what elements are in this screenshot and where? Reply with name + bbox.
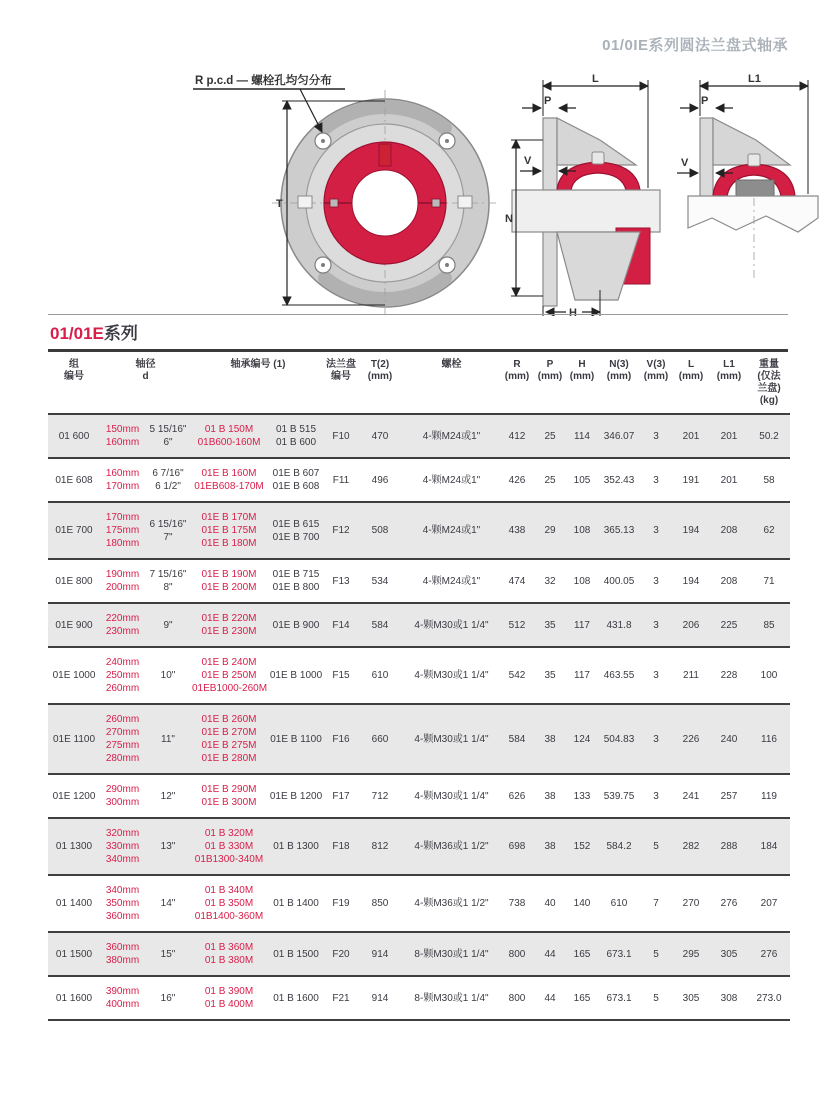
cell-d_mm: 390mm 400mm — [105, 986, 140, 1010]
cell-n: 346.07 — [603, 430, 635, 442]
cell-t: 470 — [371, 430, 389, 442]
header-row — [48, 352, 790, 414]
cell-t: 584 — [371, 619, 389, 631]
cell-brg_in: 01E B 900 — [272, 619, 320, 631]
cell-n: 400.05 — [603, 575, 635, 587]
cell-flange: F21 — [332, 992, 350, 1004]
front-view-figure — [193, 73, 498, 316]
cell-flange: F14 — [332, 619, 350, 631]
cell-brg_in: 01E B 715 01E B 800 — [272, 569, 320, 593]
cell-h: 114 — [574, 430, 590, 442]
table-row — [48, 704, 790, 774]
cell-wt: 62 — [763, 525, 775, 536]
column-header: T(2) (mm) — [367, 359, 393, 382]
cell-group: 01 1500 — [55, 948, 93, 960]
cell-d_in: 11" — [161, 733, 175, 745]
cell-flange: F15 — [332, 670, 350, 681]
cell-brg_in: 01 B 515 01 B 600 — [275, 424, 317, 448]
cell-v: 5 — [653, 992, 659, 1004]
pcd-label: R p.c.d — 螺栓孔均匀分布 — [195, 75, 332, 87]
cell-flange: F20 — [332, 948, 350, 960]
cell-h: 165 — [573, 992, 591, 1004]
cell-r: 738 — [508, 898, 526, 909]
cell-brg_in: 01 B 1400 — [273, 898, 319, 909]
cell-l: 295 — [682, 948, 700, 960]
cell-r: 584 — [508, 733, 526, 745]
cell-p: 40 — [544, 898, 556, 909]
cell-d_mm: 160mm 170mm — [105, 468, 140, 492]
cell-h: 108 — [573, 575, 591, 587]
cell-d_mm: 240mm 250mm 260mm — [105, 657, 140, 694]
cell-r: 800 — [508, 948, 526, 960]
cell-t: 534 — [371, 575, 389, 587]
section-title — [48, 315, 788, 352]
side-view-2-figure — [677, 73, 818, 278]
cell-p: 25 — [544, 430, 556, 442]
cell-wt: 71 — [763, 575, 775, 587]
cell-l1: 201 — [720, 474, 738, 486]
column-header: 轴径 d — [135, 359, 156, 382]
cell-l: 305 — [682, 992, 700, 1004]
cell-d_mm: 170mm 175mm 180mm — [105, 512, 140, 549]
cell-wt: 100 — [760, 670, 778, 681]
cell-bolt: 4-颗M24或1" — [422, 474, 481, 486]
cell-v: 7 — [653, 898, 659, 909]
series-section — [48, 314, 788, 352]
cell-n: 463.55 — [603, 670, 635, 681]
cell-bolt: 4-颗M24或1" — [422, 575, 481, 587]
cell-brg_in: 01 B 1300 — [273, 841, 319, 852]
cell-bolt: 4-颗M24或1" — [422, 525, 481, 536]
cell-brg_m: 01E B 220M 01E B 230M — [201, 613, 257, 637]
cell-l1: 228 — [720, 670, 738, 681]
cell-p: 35 — [544, 619, 556, 631]
cell-l: 270 — [682, 898, 700, 909]
cell-brg_m: 01E B 170M 01E B 175M 01E B 180M — [201, 512, 257, 549]
dim-label-P2: P — [701, 95, 709, 107]
cell-p: 32 — [544, 575, 556, 587]
table-row — [48, 932, 790, 976]
cell-bolt: 8-颗M30或1 1/4" — [414, 948, 489, 960]
cell-wt: 273.0 — [756, 992, 782, 1004]
cell-p: 38 — [544, 790, 556, 802]
spec-table-wrap — [48, 352, 788, 1021]
cell-n: 673.1 — [606, 948, 632, 960]
cell-bolt: 4-颗M30或1 1/4" — [414, 733, 489, 745]
cell-wt: 58 — [763, 474, 775, 486]
cell-brg_m: 01 B 150M 01B600-160M — [197, 424, 261, 448]
dim-label-V: V — [524, 155, 532, 167]
cell-r: 512 — [508, 619, 526, 631]
cell-brg_in: 01E B 1100 — [270, 733, 322, 745]
cell-h: 140 — [573, 898, 591, 909]
cell-v: 3 — [653, 790, 659, 802]
cell-bolt: 4-颗M30或1 1/4" — [414, 619, 489, 631]
column-header: V(3) (mm) — [643, 359, 669, 382]
dim-label-N: N — [505, 213, 513, 225]
section-title-black: 系列 — [103, 324, 138, 343]
cell-d_in: 7 15/16" 8" — [149, 569, 187, 593]
dim-label-P: P — [544, 95, 552, 107]
cell-t: 850 — [371, 898, 389, 909]
cell-brg_in: 01E B 1000 — [269, 670, 323, 681]
cell-t: 610 — [371, 670, 389, 681]
cell-brg_m: 01 B 360M 01 B 380M — [204, 942, 254, 966]
cell-brg_m: 01E B 260M 01E B 270M 01E B 275M 01E B 280M — [201, 714, 257, 764]
side-view-figure — [505, 73, 660, 316]
cell-t: 660 — [371, 733, 389, 745]
cell-p: 44 — [544, 992, 556, 1004]
cell-brg_m: 01 B 340M 01 B 350M 01B1400-360M — [194, 885, 264, 922]
cell-wt: 85 — [763, 619, 775, 631]
cell-l: 282 — [682, 841, 700, 852]
cell-n: 610 — [610, 898, 628, 909]
cell-l1: 225 — [720, 619, 738, 631]
cell-bolt: 4-颗M36或1 1/2" — [414, 841, 489, 852]
cell-wt: 276 — [760, 948, 778, 960]
cell-l: 241 — [682, 790, 700, 802]
cell-d_in: 10" — [160, 670, 176, 681]
cell-v: 3 — [653, 525, 659, 536]
cell-r: 426 — [508, 474, 526, 486]
dim-label-L1: L1 — [748, 73, 761, 85]
cell-h: 105 — [573, 474, 591, 486]
cell-v: 3 — [653, 619, 659, 631]
cell-flange: F19 — [332, 898, 350, 909]
table-row — [48, 559, 790, 603]
cell-p: 38 — [544, 733, 556, 745]
cell-r: 438 — [508, 525, 526, 536]
cell-r: 474 — [508, 575, 526, 587]
cell-t: 508 — [371, 525, 389, 536]
cell-bolt: 4-颗M36或1 1/2" — [414, 898, 489, 909]
cell-h: 117 — [574, 619, 590, 631]
column-header: 重量 (仅法 兰盘)(kg) — [757, 359, 781, 406]
cell-n: 431.8 — [606, 619, 632, 631]
cell-brg_in: 01E B 607 01E B 608 — [272, 468, 320, 492]
cell-flange: F16 — [332, 733, 350, 745]
column-header: R (mm) — [504, 359, 530, 382]
cell-v: 3 — [653, 575, 659, 587]
cell-group: 01E 1100 — [52, 733, 96, 745]
cell-d_in: 16" — [160, 992, 176, 1004]
cell-d_in: 6 7/16" 6 1/2" — [152, 468, 184, 492]
cell-flange: F18 — [332, 841, 350, 852]
table-row — [48, 414, 790, 458]
cell-d_mm: 360mm 380mm — [105, 942, 140, 966]
dim-label-T: T — [276, 198, 283, 210]
cell-v: 5 — [653, 841, 659, 852]
cell-l1: 276 — [720, 898, 738, 909]
cell-h: 108 — [573, 525, 591, 536]
column-header: H (mm) — [569, 359, 595, 382]
cell-h: 165 — [573, 948, 591, 960]
cell-d_in: 5 15/16" 6" — [149, 424, 187, 448]
cell-v: 3 — [653, 670, 659, 681]
cell-brg_m: 01E B 190M 01E B 200M — [201, 569, 257, 593]
cell-t: 496 — [371, 474, 389, 486]
cell-group: 01E 900 — [55, 619, 93, 631]
cell-p: 38 — [544, 841, 556, 852]
cell-l1: 305 — [720, 948, 738, 960]
cell-d_mm: 220mm 230mm — [105, 613, 140, 637]
table-row — [48, 502, 790, 559]
cell-group: 01E 1000 — [52, 670, 96, 681]
cell-v: 3 — [653, 474, 659, 486]
cell-n: 365.13 — [603, 525, 635, 536]
cell-flange: F17 — [332, 790, 350, 802]
technical-drawings — [0, 68, 830, 316]
cell-r: 542 — [508, 670, 526, 681]
cell-l1: 240 — [720, 733, 738, 745]
cell-d_mm: 260mm 270mm 275mm 280mm — [105, 714, 140, 764]
section-title-red: 01/01E — [50, 324, 104, 343]
cell-n: 352.43 — [603, 474, 635, 486]
cell-flange: F11 — [332, 474, 350, 486]
cell-l: 201 — [682, 430, 700, 442]
table-row — [48, 976, 790, 1020]
column-header: 法兰盘 编号 — [326, 359, 356, 382]
cell-group: 01E 1200 — [52, 790, 96, 802]
cell-v: 5 — [653, 948, 659, 960]
dim-P — [522, 95, 576, 108]
cell-l: 211 — [683, 670, 699, 681]
cell-brg_m: 01E B 160M 01EB608-170M — [194, 468, 264, 492]
cell-wt: 207 — [760, 898, 778, 909]
column-header: L1 (mm) — [716, 359, 742, 382]
cell-r: 800 — [508, 992, 526, 1004]
cell-brg_m: 01 B 390M 01 B 400M — [204, 986, 254, 1010]
dim-label-V2: V — [681, 157, 689, 169]
cell-bolt: 4-颗M30或1 1/4" — [414, 790, 489, 802]
cell-bolt: 4-颗M30或1 1/4" — [414, 670, 489, 681]
cell-flange: F13 — [332, 575, 350, 587]
cell-brg_m: 01 B 320M 01 B 330M 01B1300-340M — [194, 828, 264, 865]
cell-brg_in: 01 B 1500 — [273, 948, 319, 960]
table-row — [48, 647, 790, 704]
cell-d_mm: 320mm 330mm 340mm — [105, 828, 140, 865]
dim-label-L: L — [592, 73, 599, 85]
table-row — [48, 458, 790, 502]
cell-v: 3 — [653, 430, 659, 442]
column-header: 轴承编号 (1) — [230, 359, 286, 370]
cell-d_mm: 340mm 350mm 360mm — [105, 885, 140, 922]
cell-d_mm: 150mm 160mm — [105, 424, 140, 448]
cell-p: 25 — [544, 474, 556, 486]
cell-bolt: 4-颗M24或1" — [422, 430, 481, 442]
cell-d_in: 12" — [160, 790, 176, 802]
cell-wt: 184 — [760, 841, 778, 852]
cell-v: 3 — [653, 733, 659, 745]
cell-l1: 257 — [720, 790, 738, 802]
column-header: P (mm) — [537, 359, 563, 382]
cell-flange: F12 — [332, 525, 350, 536]
cell-l: 226 — [682, 733, 700, 745]
cell-group: 01E 608 — [55, 474, 93, 486]
cell-h: 152 — [573, 841, 591, 852]
cell-l: 194 — [682, 575, 700, 587]
cell-r: 698 — [508, 841, 526, 852]
cell-group: 01 1300 — [55, 841, 93, 852]
cell-brg_in: 01E B 1200 — [269, 790, 323, 802]
cell-l1: 201 — [720, 430, 738, 442]
dim-P2 — [680, 95, 733, 108]
cell-l1: 308 — [720, 992, 738, 1004]
cell-h: 117 — [574, 670, 590, 681]
cell-brg_in: 01E B 615 01E B 700 — [272, 518, 320, 543]
cell-n: 584.2 — [606, 841, 632, 852]
cell-d_mm: 190mm 200mm — [105, 569, 140, 593]
column-header: 螺栓 — [441, 359, 462, 370]
cell-p: 35 — [544, 670, 556, 681]
cell-r: 626 — [508, 790, 526, 802]
cell-h: 124 — [573, 733, 591, 745]
cell-group: 01 1600 — [55, 992, 93, 1004]
column-header: N(3) (mm) — [606, 359, 632, 382]
cell-wt: 50.2 — [759, 430, 779, 442]
cell-wt: 116 — [761, 733, 777, 745]
cell-brg_in: 01 B 1600 — [273, 992, 319, 1004]
dim-label-H: H — [569, 307, 577, 316]
table-row — [48, 603, 790, 647]
cell-l1: 288 — [720, 841, 738, 852]
table-row — [48, 818, 790, 875]
cell-n: 539.75 — [603, 790, 635, 802]
cell-n: 504.83 — [603, 733, 635, 745]
cell-brg_m: 01E B 240M 01E B 250M 01EB1000-260M — [192, 657, 268, 694]
cell-d_in: 9" — [163, 619, 173, 631]
cell-p: 44 — [544, 948, 556, 960]
cell-brg_m: 01E B 290M 01E B 300M — [201, 784, 257, 808]
cell-t: 914 — [371, 948, 389, 960]
spec-table — [48, 352, 790, 1021]
cell-d_in: 13" — [160, 841, 176, 852]
cell-group: 01E 700 — [55, 525, 93, 536]
cell-l: 194 — [682, 525, 700, 536]
cell-l: 206 — [682, 619, 700, 631]
cell-d_in: 6 15/16" 7" — [149, 518, 187, 543]
cell-h: 133 — [573, 790, 591, 802]
page-title: 01/0IE系列圆法兰盘式轴承 — [602, 37, 788, 54]
cell-l1: 208 — [720, 575, 738, 587]
cell-n: 673.1 — [606, 992, 632, 1004]
table-row — [48, 875, 790, 932]
cell-r: 412 — [508, 430, 526, 442]
table-row — [48, 774, 790, 818]
cell-group: 01 1400 — [55, 898, 93, 909]
cell-group: 01 600 — [58, 430, 90, 442]
cell-d_in: 15" — [160, 948, 176, 960]
column-header: 组 编号 — [64, 359, 84, 382]
cell-d_in: 14" — [160, 898, 176, 909]
cell-l: 191 — [682, 474, 700, 486]
cell-d_mm: 290mm 300mm — [105, 784, 140, 808]
drawings-svg — [0, 68, 830, 316]
cell-wt: 119 — [761, 790, 777, 802]
cell-l1: 208 — [720, 525, 738, 536]
cell-t: 812 — [371, 841, 389, 852]
cell-group: 01E 800 — [55, 575, 93, 587]
cell-flange: F10 — [332, 430, 350, 442]
cell-p: 29 — [544, 525, 556, 536]
column-header: L (mm) — [678, 359, 704, 382]
cell-t: 914 — [371, 992, 389, 1004]
cell-t: 712 — [371, 790, 389, 802]
cell-bolt: 8-颗M30或1 1/4" — [414, 992, 489, 1004]
